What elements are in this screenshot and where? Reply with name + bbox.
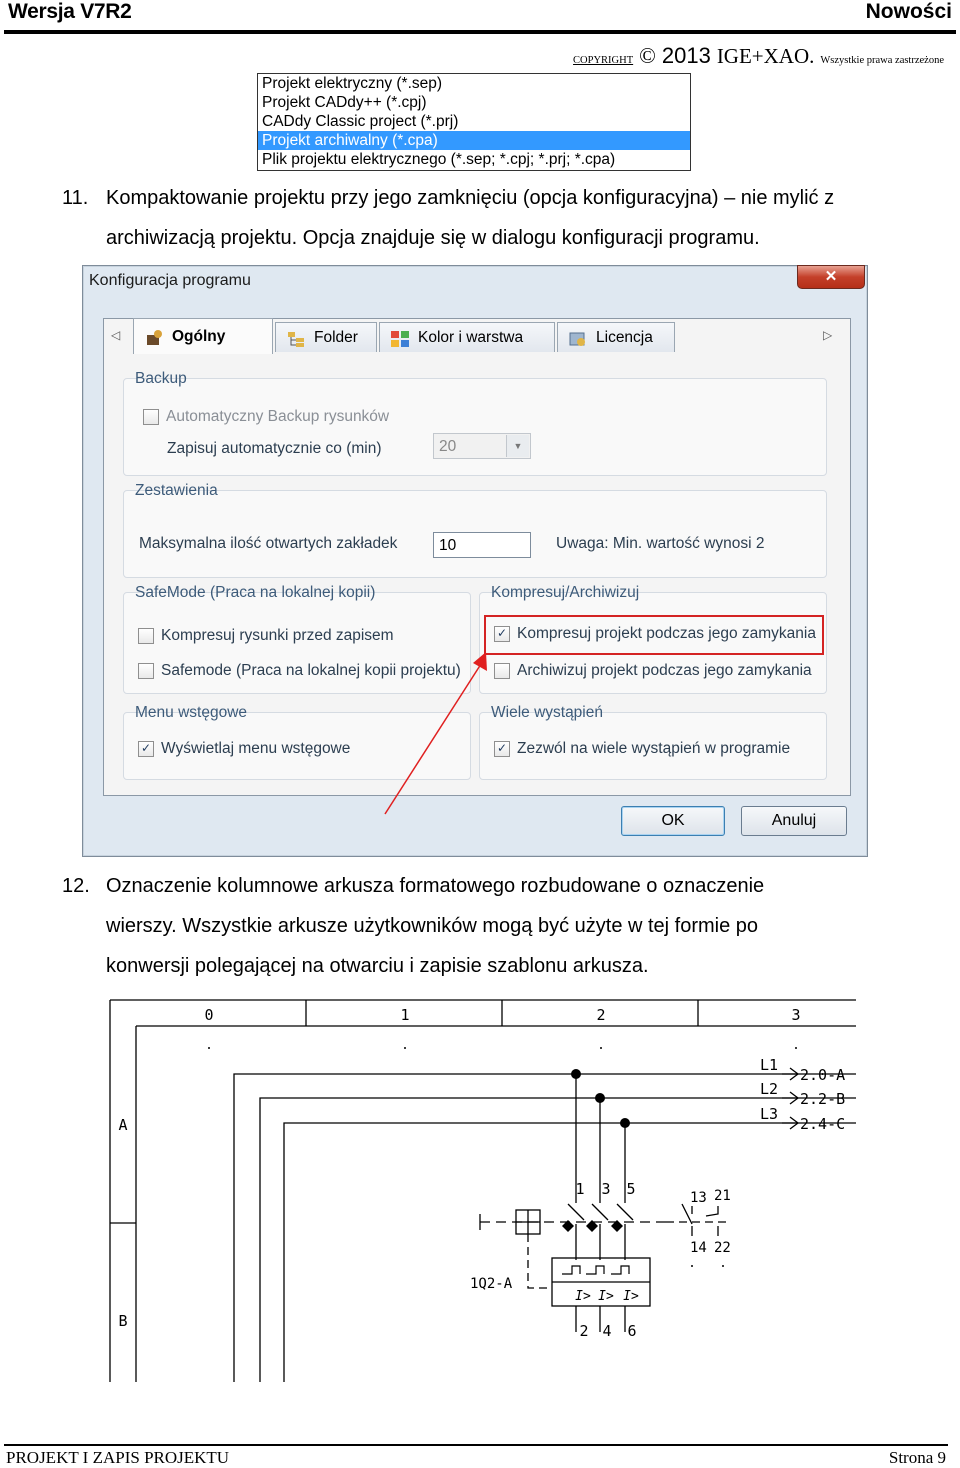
terminal-label: 5 [626,1180,636,1198]
checkbox-label: Archiwizuj projekt podczas jego zamykania [517,662,812,679]
max-tabs-label: Maksymalna ilość otwartych zakładek [139,535,398,552]
trip-mark: I> [598,1289,614,1304]
save-every-value: 20 [439,438,457,455]
checkbox-box[interactable]: ✓ [494,741,510,757]
checkbox-label: Wyświetlaj menu wstęgowe [161,740,351,757]
row-label: A [118,1116,128,1134]
column-label: 0 [204,1006,214,1024]
item-text-line: Oznaczenie kolumnowe arkusza formatowego rozbudowane o oznaczenie [106,875,765,897]
item-text-line: wierszy. Wszystkie arkusze użytkowników mogą być użyte w tej formie po [106,915,759,937]
item-text-line: konwersji polegającej na otwarciu i zapisie szablonu arkusza. [106,955,649,977]
section-label: Nowości [865,0,952,23]
copyright-line [573,43,944,69]
copyright-year: 2013 [661,43,711,68]
schematic-lines [106,998,856,1382]
schematic-drawing [106,998,856,1382]
instances-group-label: Wiele wystąpień [491,704,603,721]
phase-label: L1 [760,1056,779,1074]
tab-scroll-right-icon[interactable]: ▷ [823,328,833,342]
file-type-list[interactable] [257,73,691,171]
terminal-label: 4 [602,1322,612,1340]
file-type-item[interactable]: Projekt elektryczny (*.sep) [262,75,443,92]
tab-label: Licencja [596,328,653,346]
item-11 [62,178,952,258]
compress-group-label: Kompresuj/Archiwizuj [491,584,640,601]
column-label: 3 [791,1006,801,1024]
file-type-item[interactable]: CADdy Classic project (*.prj) [262,113,459,130]
tab-label: Ogólny [172,327,226,345]
tab-label: Folder [314,328,358,346]
checkbox-box[interactable]: ✓ [138,741,154,757]
file-type-item[interactable]: Plik projektu elektrycznego (*.sep; *.cpj; *.prj; *.cpa) [262,151,616,168]
dialog-title: Konfiguracja programu [89,272,251,289]
cross-ref: 2.0-A [800,1066,846,1084]
save-every-label: Zapisuj automatycznie co (min) [167,440,382,457]
checkbox-label: Zezwól na wiele wystąpień w programie [517,740,791,757]
copyright-rights: Wszystkie prawa zastrzeżone [820,55,944,66]
max-tabs-note: Uwaga: Min. wartość wynosi 2 [556,535,765,552]
copyright-label: COPYRIGHT [573,55,634,66]
checkbox-label: Kompresuj projekt podczas jego zamykania [517,625,816,642]
file-type-item-selected[interactable]: Projekt archiwalny (*.cpa) [258,131,690,150]
checkbox-label: Automatyczny Backup rysunków [166,408,390,425]
aux-terminal-label: 22 [714,1240,731,1256]
aux-terminal-label: 14 [690,1240,707,1256]
copyright-org: IGE+XAO. [716,44,815,68]
trip-mark: I> [575,1289,591,1304]
config-dialog [82,265,868,857]
ribbon-group-label: Menu wstęgowe [135,704,248,721]
item-text-line: archiwizacją projektu. Opcja znajduje się w dialogu konfiguracji programu. [106,227,760,249]
phase-label: L3 [760,1105,779,1123]
terminal-label: 1 [575,1180,585,1198]
page-number: Strona 9 [888,1448,946,1467]
cancel-button[interactable]: Anuluj [741,806,847,836]
trip-mark: I> [623,1289,639,1304]
item-12 [62,866,952,986]
item-text-line: Kompaktowanie projektu przy jego zamknięciu (opcja konfiguracyjna) – nie mylić z [106,187,835,209]
close-button[interactable]: ✕ [797,265,865,289]
aux-terminal-label: 13 [690,1190,707,1206]
cross-ref: 2.2-B [800,1090,846,1108]
aux-terminal-label: 21 [714,1188,731,1204]
item-number: 11. [62,187,89,209]
column-label: 1 [400,1006,410,1024]
chevron-down-icon[interactable]: ▼ [506,435,529,457]
pointer-arrow-icon [83,266,867,856]
terminal-label: 3 [601,1180,611,1198]
max-tabs-input[interactable]: 10 [433,532,531,558]
backup-group-label: Backup [135,370,187,387]
ok-button[interactable]: OK [621,806,725,836]
safemode-group-label: SafeMode (Praca na lokalnej kopii) [135,584,376,601]
terminal-label: 6 [627,1322,637,1340]
file-type-item[interactable]: Projekt CADdy++ (*.cpj) [262,94,427,111]
checkbox-label: Kompresuj rysunki przed zapisem [161,627,394,644]
terminal-label: 2 [579,1322,589,1340]
checkbox-box[interactable]: ✓ [494,626,510,642]
tab-label: Kolor i warstwa [418,328,524,346]
phase-label: L2 [760,1080,779,1098]
tab-scroll-left-icon[interactable]: ◁ [111,328,121,342]
item-number: 12. [62,875,90,897]
footer-rule [4,1444,948,1446]
column-label: 2 [596,1006,606,1024]
reports-group-label: Zestawienia [135,482,218,499]
copyright-symbol: © [639,43,656,68]
footer-section: PROJEKT I ZAPIS PROJEKTU [6,1448,230,1467]
row-label: B [118,1312,128,1330]
checkbox-label: Safemode (Praca na lokalnej kopii projektu) [161,662,461,679]
cross-ref: 2.4-C [800,1115,846,1133]
version-label: Wersja V7R2 [8,0,132,23]
device-label: 1Q2-A [470,1276,513,1292]
header-rule [4,30,956,34]
